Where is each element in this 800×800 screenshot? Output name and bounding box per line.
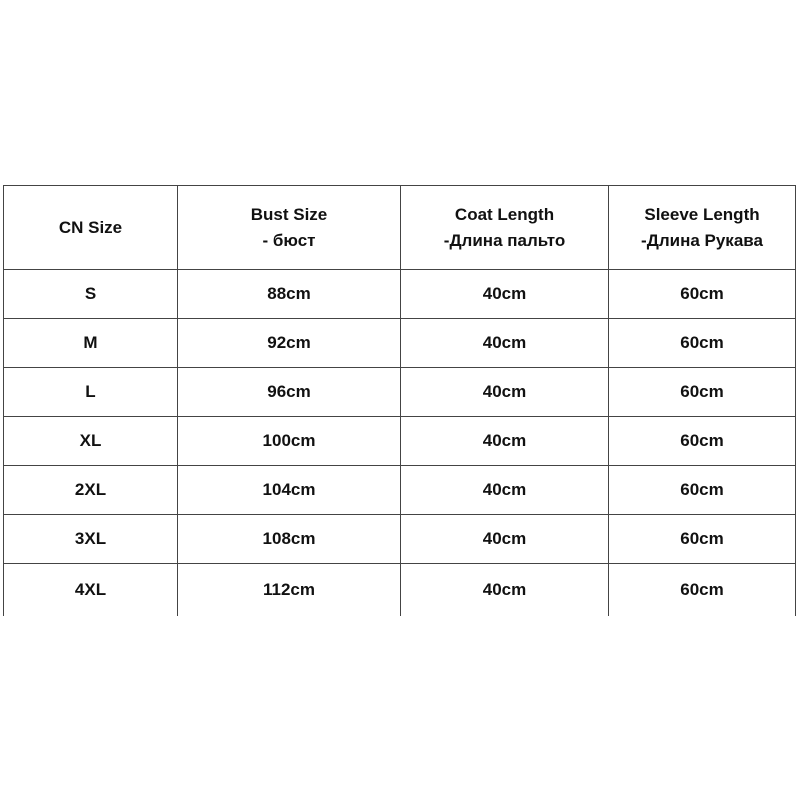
table-row <box>4 515 796 564</box>
cell-bust-size: 88cm <box>178 270 401 319</box>
table-row <box>4 564 796 617</box>
size-chart-header <box>4 186 796 270</box>
cell-coat-length: 40cm <box>401 564 609 617</box>
cell-sleeve-length: 60cm <box>609 368 796 417</box>
header-bust-size-label: Bust Size <box>250 204 328 224</box>
cell-sleeve-length: 60cm <box>609 270 796 319</box>
cell-coat-length: 40cm <box>401 319 609 368</box>
header-bust-size <box>178 186 401 270</box>
cell-cn-size: 3XL <box>4 515 178 564</box>
header-bust-size-translation: - бюст <box>262 230 316 250</box>
table-row <box>4 368 796 417</box>
cell-coat-length: 40cm <box>401 417 609 466</box>
cell-cn-size: 4XL <box>4 564 178 617</box>
cell-sleeve-length: 60cm <box>609 564 796 617</box>
table-row <box>4 466 796 515</box>
cell-cn-size: S <box>4 270 178 319</box>
size-chart-table <box>3 185 796 616</box>
header-cn-size-label: CN Size <box>58 217 123 237</box>
size-chart-body <box>4 270 796 617</box>
table-row <box>4 270 796 319</box>
cell-bust-size: 96cm <box>178 368 401 417</box>
cell-coat-length: 40cm <box>401 515 609 564</box>
cell-bust-size: 100cm <box>178 417 401 466</box>
cell-bust-size: 108cm <box>178 515 401 564</box>
cell-cn-size: L <box>4 368 178 417</box>
cell-sleeve-length: 60cm <box>609 466 796 515</box>
cell-coat-length: 40cm <box>401 368 609 417</box>
header-sleeve-length-translation: -Длина Рукава <box>641 230 763 250</box>
header-row <box>4 186 796 270</box>
header-coat-length-translation: -Длина пальто <box>443 230 566 250</box>
cell-bust-size: 92cm <box>178 319 401 368</box>
cell-sleeve-length: 60cm <box>609 515 796 564</box>
header-cn-size <box>4 186 178 270</box>
cell-cn-size: XL <box>4 417 178 466</box>
header-coat-length <box>401 186 609 270</box>
table-row <box>4 417 796 466</box>
cell-coat-length: 40cm <box>401 466 609 515</box>
cell-coat-length: 40cm <box>401 270 609 319</box>
table-row <box>4 319 796 368</box>
cell-sleeve-length: 60cm <box>609 319 796 368</box>
header-sleeve-length-label: Sleeve Length <box>644 204 760 224</box>
cell-cn-size: M <box>4 319 178 368</box>
cell-cn-size: 2XL <box>4 466 178 515</box>
cell-sleeve-length: 60cm <box>609 417 796 466</box>
cell-bust-size: 104cm <box>178 466 401 515</box>
header-coat-length-label: Coat Length <box>454 204 555 224</box>
cell-bust-size: 112cm <box>178 564 401 617</box>
header-sleeve-length <box>609 186 796 270</box>
